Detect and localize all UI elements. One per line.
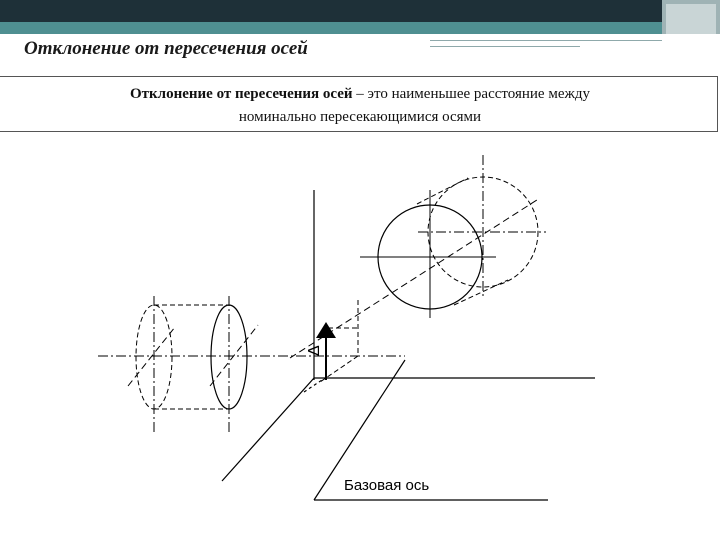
definition-term: Отклонение от пересечения осей <box>130 86 353 102</box>
base-axis-label: Базовая ось <box>344 477 430 494</box>
right-cylinder-bottom-tangent <box>454 280 508 305</box>
slide-title: Отклонение от пересечения осей <box>24 38 308 59</box>
base-plane-left-edge <box>222 378 314 481</box>
definition-rest: – это наименьшее расстояние между <box>352 86 590 102</box>
definition-line-2: номинально пересекающимися осями <box>238 109 482 125</box>
delta-label: Δ <box>306 345 323 356</box>
right-cylinder-top-tangent <box>417 178 468 204</box>
inclined-axis <box>290 198 540 358</box>
